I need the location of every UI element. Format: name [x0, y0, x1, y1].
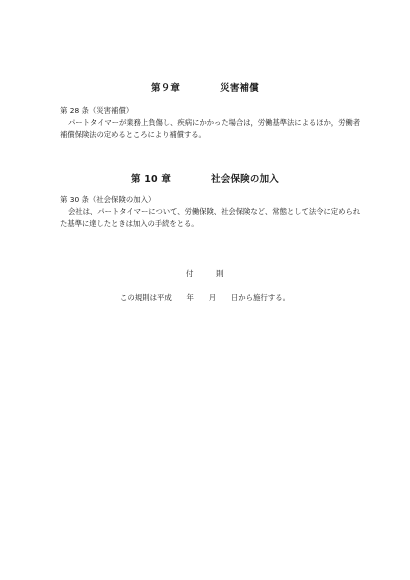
chapter-10-number: 第 10 章	[131, 174, 172, 185]
article-30	[60, 194, 360, 230]
chapter-10-heading	[0, 171, 410, 185]
article-28	[60, 105, 360, 141]
article-30-body: 会社は、パートタイマーについて、労働保険、社会保険など、常態として法令に定められた基準に達したときは加入の手続をとる。	[60, 207, 360, 228]
article-28-title: 第 28 条（災害補償）	[60, 106, 134, 115]
enforcement-date-text: この規則は平成 年 月 日から施行する。	[120, 293, 290, 302]
appendix-char-1: 付	[185, 269, 194, 278]
chapter-10-title: 社会保険の加入	[211, 174, 279, 185]
chapter-9-heading	[0, 80, 410, 94]
appendix-char-2: 則	[216, 269, 225, 278]
chapter-9-number: 第９章	[151, 83, 181, 94]
article-28-body: パートタイマーが業務上負傷し、疾病にかかった場合は，労働基準法によるほか，労働者補償保険法の定めるところにより補償する。	[60, 118, 360, 139]
chapter-9-title: 災害補償	[220, 83, 259, 94]
article-30-title: 第 30 条（社会保険の加入）	[60, 195, 156, 204]
supplementary-provisions-heading	[0, 268, 410, 279]
